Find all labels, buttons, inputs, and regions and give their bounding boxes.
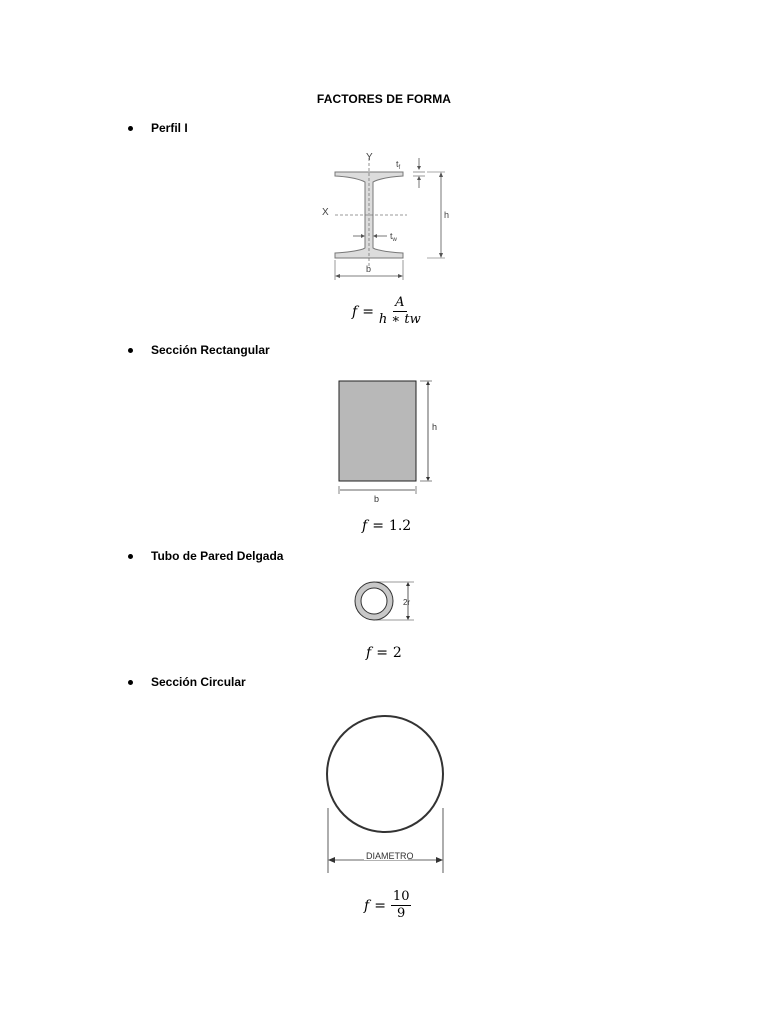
formula-denominator: 9	[397, 906, 406, 921]
bullet-dot	[128, 554, 133, 559]
y-axis-label: Y	[366, 152, 373, 163]
svg-text:tf	[396, 159, 401, 171]
thin-tube-figure	[348, 576, 420, 626]
circle-figure	[320, 708, 452, 878]
bullet-dot	[128, 126, 133, 131]
formula-tubo	[366, 645, 402, 661]
rectangle-shape	[339, 381, 416, 481]
formula-lhs: f	[352, 303, 358, 320]
formula-circular	[364, 890, 411, 921]
formula-numerator: A	[395, 295, 405, 310]
formula-fraction	[379, 296, 421, 327]
tf-sub-label: f	[398, 165, 401, 171]
h-label: h	[432, 422, 438, 432]
bullet-seccion-circular	[128, 675, 246, 689]
formula-lhs: f	[364, 897, 370, 914]
tw-label: t	[390, 231, 393, 241]
bullet-perfil-i	[128, 121, 188, 135]
b-label: b	[374, 494, 380, 504]
formula-value: 2	[392, 645, 402, 661]
section-label: Tubo de Pared Delgada	[151, 549, 284, 563]
formula-perfil-i	[352, 296, 421, 327]
dim-label: 2r	[403, 598, 411, 607]
formula-eq: =	[362, 303, 374, 320]
page-title: FACTORES DE FORMA	[316, 92, 452, 106]
section-label: Sección Rectangular	[151, 343, 270, 357]
formula-eq: =	[372, 518, 384, 534]
formula-fraction	[391, 890, 412, 921]
formula-lhs: f	[362, 518, 368, 534]
formula-lhs: f	[366, 645, 372, 661]
formula-denominator: h ∗ tw	[378, 312, 421, 327]
circle-shape	[327, 716, 443, 832]
section-label: Perfil I	[151, 121, 188, 135]
b-label: b	[366, 264, 372, 274]
tf-label: t	[396, 159, 399, 169]
dim-label: DIAMETRO	[366, 851, 414, 861]
rectangle-figure	[330, 374, 450, 506]
formula-value: 1.2	[388, 518, 412, 534]
tw-sub-label: w	[392, 237, 397, 243]
svg-text:tw	[390, 231, 398, 243]
h-label: h	[444, 210, 450, 220]
i-beam-figure	[315, 148, 455, 284]
bullet-tubo-pared-delgada	[128, 549, 283, 563]
formula-rectangular	[362, 518, 411, 534]
formula-eq: =	[374, 897, 386, 914]
formula-numerator: 10	[392, 889, 410, 904]
tube-inner-hole	[361, 588, 387, 614]
bullet-dot	[128, 348, 133, 353]
bullet-dot	[128, 680, 133, 685]
x-axis-label: X	[322, 207, 329, 218]
bullet-seccion-rectangular	[128, 343, 270, 357]
formula-eq: =	[376, 645, 388, 661]
section-label: Sección Circular	[151, 675, 246, 689]
